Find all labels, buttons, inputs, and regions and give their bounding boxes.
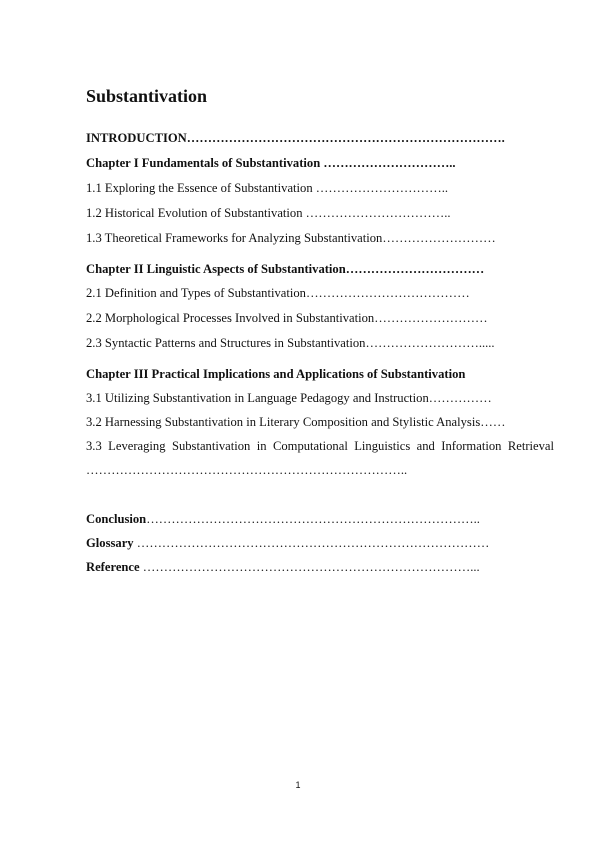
toc-section-2-2: 2.2 Morphological Processes Involved in Substantivation……………………… [86, 311, 488, 325]
toc-conclusion-label: Conclusion [86, 512, 147, 526]
toc-section-2-1: 2.1 Definition and Types of Substantivation………………………………… [86, 286, 470, 300]
toc-glossary-label: Glossary [86, 536, 134, 550]
toc-section-2-3: 2.3 Syntactic Patterns and Structures in Substantivation………………………..... [86, 336, 495, 350]
document-title: Substantivation [86, 86, 208, 106]
toc-conclusion-leader: …………………………………………………………………….. [146, 512, 480, 526]
toc-glossary-leader: ………………………………………………………………………… [133, 536, 490, 550]
toc-section-1-1: 1.1 Exploring the Essence of Substantivation ………………………….. [86, 181, 449, 195]
toc-introduction: INTRODUCTION…………………………………………………………………. [86, 131, 505, 145]
toc-section-3-1: 3.1 Utilizing Substantivation in Language Pedagogy and Instruction…………… [86, 391, 492, 405]
toc-reference [86, 559, 554, 575]
toc-reference-label: Reference [86, 560, 140, 574]
page-number: 1 [295, 780, 301, 790]
toc-conclusion [86, 511, 554, 527]
toc-section-3-3: 3.3 Leveraging Substantivation in Computational Linguistics and Information Retrieval ………………………………………………………………….. [86, 439, 554, 477]
toc-glossary [86, 535, 554, 551]
toc-reference-leader: ……………………………………………………………………... [139, 560, 480, 574]
toc-section-1-3: 1.3 Theoretical Frameworks for Analyzing Substantivation……………………… [86, 231, 496, 245]
toc-chapter-1: Chapter I Fundamentals of Substantivation ………………………….. [86, 156, 456, 170]
toc-chapter-2: Chapter II Linguistic Aspects of Substantivation…………………………… [86, 262, 485, 276]
toc-chapter-3: Chapter III Practical Implications and Applications of Substantivation [86, 367, 466, 381]
toc-section-3-2: 3.2 Harnessing Substantivation in Literary Composition and Stylistic Analysis…… [86, 415, 506, 429]
toc-section-1-2: 1.2 Historical Evolution of Substantivation …………………………….. [86, 206, 451, 220]
